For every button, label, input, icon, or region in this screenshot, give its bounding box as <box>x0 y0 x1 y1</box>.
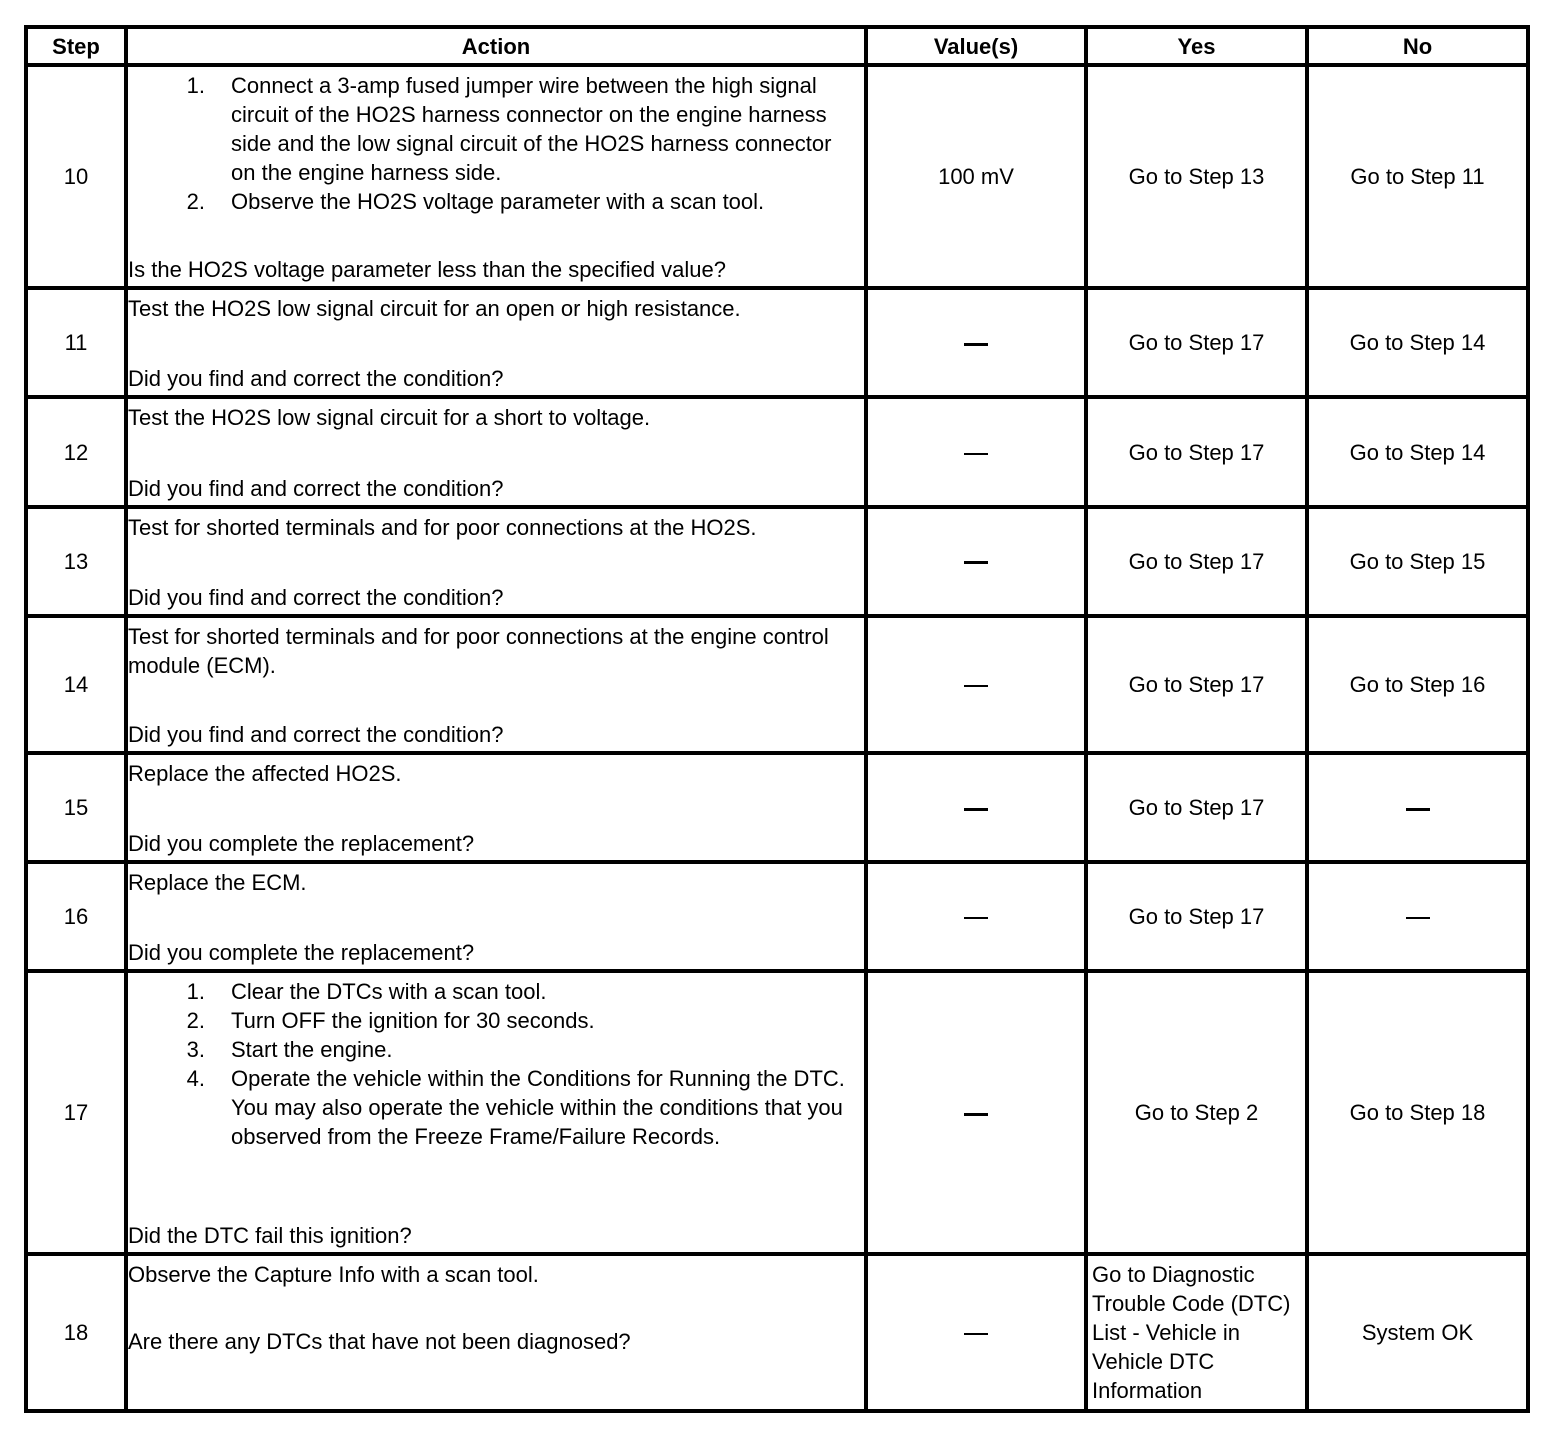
yes-cell: Go to Step 13 <box>1086 65 1307 288</box>
dash-icon <box>1406 808 1430 811</box>
step-number: 14 <box>26 616 126 753</box>
value-cell <box>866 753 1086 862</box>
step-number: 17 <box>26 971 126 1253</box>
table-row <box>26 971 1528 1253</box>
no-cell <box>1307 862 1528 971</box>
table-row <box>26 862 1528 971</box>
value-cell <box>866 616 1086 753</box>
no-cell: Go to Step 14 <box>1307 397 1528 506</box>
list-item: 3. Start the engine. <box>186 1037 393 1063</box>
no-cell: Go to Step 18 <box>1307 971 1528 1253</box>
action-text: Test for shorted terminals and for poor connections at the HO2S. <box>128 514 757 540</box>
dash-icon <box>964 1333 988 1335</box>
dash-icon <box>964 917 988 919</box>
list-item: 2. Turn OFF the ignition for 30 seconds. <box>186 1008 595 1034</box>
list-item: 4. Operate the vehicle within the Conditions for Running the DTC. You may also operate the vehicle within the conditions that you observed from the Freeze Frame/Failure Records. <box>186 1066 845 1150</box>
dash-icon <box>964 453 988 455</box>
step-number: 18 <box>26 1254 126 1411</box>
question-text: Did you find and correct the condition? <box>128 722 504 747</box>
action-cell <box>126 507 866 616</box>
action-cell <box>126 1254 866 1411</box>
header-row <box>26 27 1528 65</box>
no-cell: Go to Step 11 <box>1307 65 1528 288</box>
value-cell <box>866 862 1086 971</box>
no-cell: System OK <box>1307 1254 1528 1411</box>
value-cell <box>866 507 1086 616</box>
action-cell <box>126 616 866 753</box>
action-cell <box>126 397 866 506</box>
action-text: Test the HO2S low signal circuit for a short to voltage. <box>128 405 651 431</box>
yes-cell: Go to Step 2 <box>1086 971 1307 1253</box>
table-row <box>26 397 1528 506</box>
dash-icon <box>964 1113 988 1116</box>
header-no: No <box>1307 27 1528 65</box>
dash-icon <box>1406 917 1430 919</box>
table-row <box>26 288 1528 397</box>
action-cell <box>126 288 866 397</box>
question-text: Is the HO2S voltage parameter less than the specified value? <box>128 257 727 283</box>
header-values: Value(s) <box>866 27 1086 65</box>
no-cell: Go to Step 16 <box>1307 616 1528 753</box>
question-text: Did you complete the replacement? <box>128 831 475 857</box>
question-text: Are there any DTCs that have not been diagnosed? <box>128 1328 631 1354</box>
dash-icon <box>964 561 988 564</box>
value-cell <box>866 1254 1086 1411</box>
step-number: 15 <box>26 753 126 862</box>
list-item: 1. Connect a 3-amp fused jumper wire between the high signal circuit of the HO2S harness connector on the engine harness side and the low signal circuit of the HO2S harness connector on the engine harness side. <box>186 73 832 185</box>
yes-cell: Go to Step 17 <box>1086 288 1307 397</box>
question-text: Did you find and correct the condition? <box>128 584 504 610</box>
action-cell <box>126 971 866 1253</box>
value-cell <box>866 971 1086 1253</box>
action-text: Test the HO2S low signal circuit for an open or high resistance. <box>128 296 741 322</box>
yes-cell: Go to Step 17 <box>1086 862 1307 971</box>
list-item: 2. Observe the HO2S voltage parameter with a scan tool. <box>186 189 765 214</box>
action-text: Replace the affected HO2S. <box>128 761 402 786</box>
yes-cell: Go to Step 17 <box>1086 397 1307 506</box>
table-row <box>26 507 1528 616</box>
action-text: Observe the Capture Info with a scan tool. <box>128 1261 539 1287</box>
instruction-list <box>128 977 864 1151</box>
value-cell <box>866 397 1086 506</box>
no-cell: Go to Step 15 <box>1307 507 1528 616</box>
table-row <box>26 616 1528 753</box>
value-cell <box>866 288 1086 397</box>
table-row <box>26 753 1528 862</box>
header-step: Step <box>26 27 126 65</box>
question-text: Did you find and correct the condition? <box>128 475 504 501</box>
table-row <box>26 65 1528 288</box>
dash-icon <box>964 685 988 687</box>
step-number: 16 <box>26 862 126 971</box>
step-number: 12 <box>26 397 126 506</box>
dash-icon <box>964 808 988 811</box>
question-text: Did you find and correct the condition? <box>128 366 504 392</box>
step-number: 10 <box>26 65 126 288</box>
header-yes: Yes <box>1086 27 1307 65</box>
step-number: 11 <box>26 288 126 397</box>
no-cell <box>1307 753 1528 862</box>
step-number: 13 <box>26 507 126 616</box>
list-item: 1. Clear the DTCs with a scan tool. <box>186 979 547 1005</box>
action-cell <box>126 862 866 971</box>
action-text: Test for shorted terminals and for poor connections at the engine control module (ECM). <box>128 623 829 678</box>
question-text: Did you complete the replacement? <box>128 940 475 966</box>
dash-icon <box>964 343 988 346</box>
action-cell <box>126 753 866 862</box>
value-cell: 100 mV <box>866 65 1086 288</box>
question-text: Did the DTC fail this ignition? <box>128 1222 412 1248</box>
yes-cell: Go to Step 17 <box>1086 753 1307 862</box>
action-text: Replace the ECM. <box>128 870 307 896</box>
diagnostic-table <box>24 25 1530 1413</box>
yes-cell: Go to Step 17 <box>1086 616 1307 753</box>
table-row <box>26 1254 1528 1411</box>
header-action: Action <box>126 27 866 65</box>
yes-cell: Go to Step 17 <box>1086 507 1307 616</box>
no-cell: Go to Step 14 <box>1307 288 1528 397</box>
yes-cell: Go to Diagnostic Trouble Code (DTC) List - Vehicle in Vehicle DTC Information <box>1086 1254 1307 1411</box>
action-cell <box>126 65 866 288</box>
instruction-list <box>128 71 864 216</box>
